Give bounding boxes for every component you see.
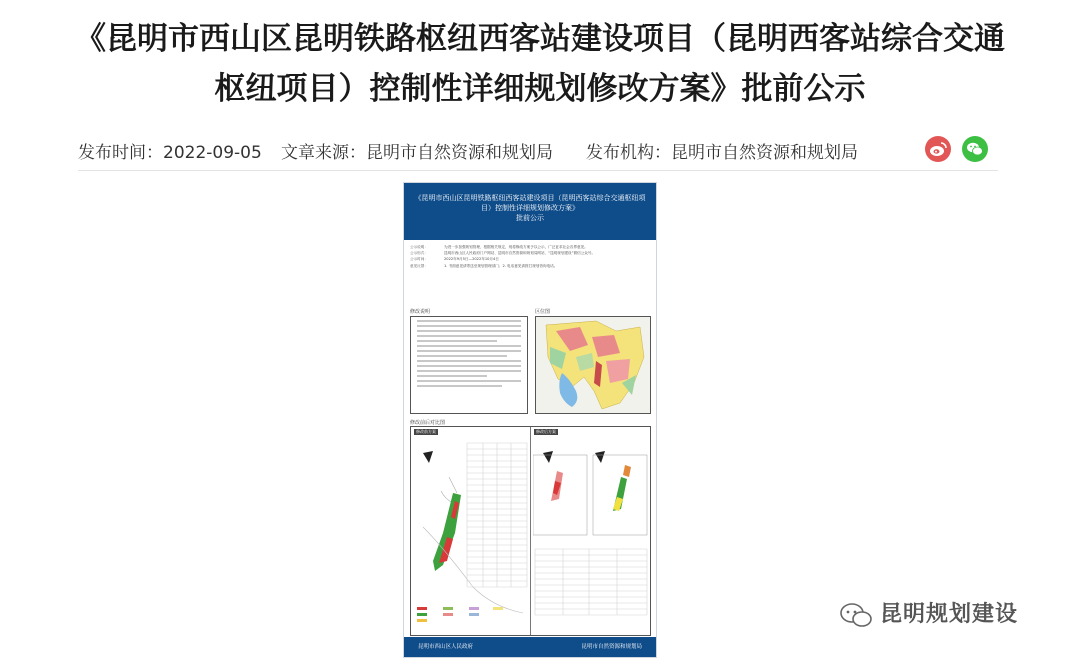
wechat-share-button[interactable] — [962, 136, 988, 162]
wechat-account-watermark — [838, 597, 1018, 637]
weibo-share-button[interactable] — [925, 136, 951, 162]
poster-footer-right: 昆明市自然资源和规划局 — [581, 644, 642, 650]
wechat-icon — [962, 136, 988, 162]
poster-header — [404, 183, 656, 240]
poster-info-row: 意见反馈： 1. 书面意见请寄送至规划管理部门；2. 电话意见请拨打规划咨询电话。 — [410, 263, 558, 268]
article-title-line2: 枢纽项目）控制性详细规划修改方案》批前公示 — [214, 71, 866, 107]
article-title — [0, 14, 1080, 114]
publisher: 发布机构：昆明市自然资源和规划局 — [586, 143, 858, 163]
before-plan-map — [413, 437, 529, 633]
watermark-text: 昆明规划建设 — [880, 602, 1019, 627]
poster-info — [410, 245, 650, 270]
publish-time: 发布时间：2022-09-05 — [78, 143, 262, 163]
poster-title: 《昆明市西山区昆明铁路枢纽西客站建设项目（昆明西客站综合交通枢纽项目）控制性详细规划修改方案》 — [414, 194, 646, 212]
location-map-graphic — [536, 317, 650, 413]
article-title-line1: 《昆明市西山区昆明铁路枢纽西客站建设项目（昆明西客站综合交通 — [75, 21, 1005, 57]
poster-footer — [404, 637, 656, 657]
change-description-box — [410, 316, 528, 414]
weibo-icon — [925, 136, 951, 162]
comparison-label: 修改前后对比图 — [410, 420, 446, 426]
after-plan-label: 修改后方案 — [536, 429, 556, 434]
change-description-label: 修改说明 — [410, 309, 431, 315]
poster-subtitle: 批前公示 — [516, 214, 544, 222]
location-map-label: 区位图 — [535, 309, 551, 315]
before-plan-label: 修改前方案 — [416, 429, 436, 434]
poster-info-row: 公示形式： 昆明市西山区人民政府门户网站、昆明市自然资源和规划局网站、“昆明规划建设”微信公众号。 — [410, 251, 596, 256]
poster-footer-left: 昆明市西山区人民政府 — [418, 644, 474, 650]
after-plan-map — [533, 437, 649, 633]
article-meta — [78, 132, 998, 166]
meta-divider — [78, 170, 998, 171]
comparison-panel — [410, 426, 651, 636]
notice-poster-image — [403, 182, 657, 658]
poster-info-row: 公示说明： 为进一步加强规划管理，根据相关规定，现将修改方案予以公示，广泛征求社会各界意见。 — [410, 245, 588, 249]
poster-info-row: 公示时间： 2022年9月5日—2022年10月4日 — [410, 257, 499, 262]
article-source: 文章来源：昆明市自然资源和规划局 — [281, 143, 553, 163]
location-map — [535, 316, 651, 414]
wechat-official-account-icon — [838, 601, 874, 629]
